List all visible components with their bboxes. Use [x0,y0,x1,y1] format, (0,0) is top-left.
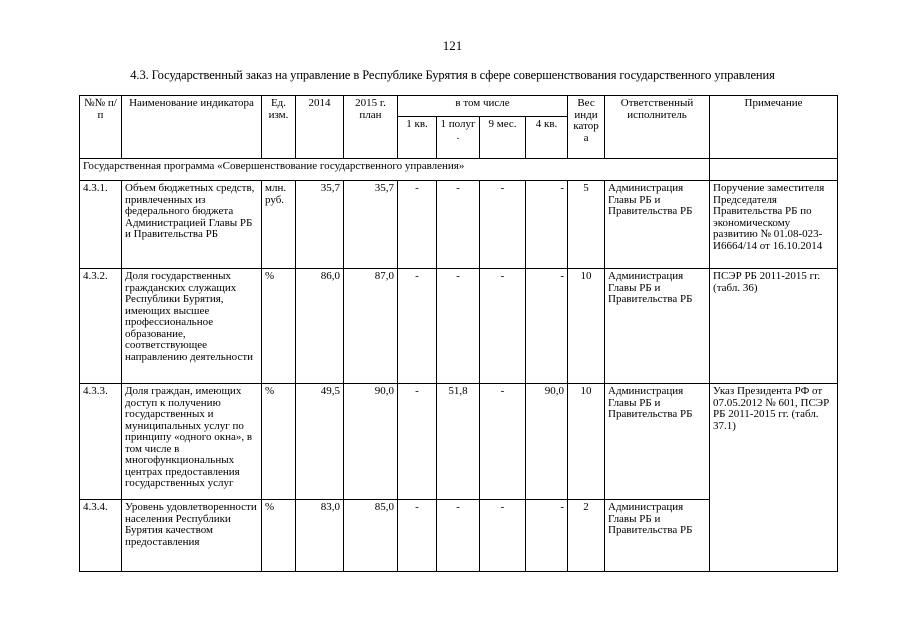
header-q4: 4 кв. [526,117,568,159]
row-q4: - [526,269,568,384]
row-indicator: Доля государственных гражданских служащих Республики Бурятия, имеющих высшее профессиональное образование, соответствующее направлению деятельности [122,269,262,384]
row-2014: 83,0 [296,500,344,572]
row-9-months: - [480,181,526,269]
row-weight: 5 [568,181,605,269]
row-unit: % [262,269,296,384]
row-half-year: - [437,181,480,269]
row-q1: - [398,384,437,500]
row-indicator: Объем бюджетных средств, привлеченных из федерального бюджета Администрацией Главы РБ и Правительства РБ [122,181,262,269]
row-note: Указ Президента РФ от 07.05.2012 № 601, ПСЭР РБ 2011-2015 гг. (табл. 37.1) [710,384,838,500]
row-q4: - [526,181,568,269]
row-q1: - [398,181,437,269]
indicator-table [79,95,838,572]
row-unit: % [262,384,296,500]
table-row [80,384,838,500]
header-9-months: 9 мес. [480,117,526,159]
row-2015: 35,7 [344,181,398,269]
header-name: Наименование индикатора [122,96,262,159]
row-weight: 10 [568,269,605,384]
row-9-months: - [480,269,526,384]
program-row [80,159,838,181]
table-row [80,181,838,269]
row-num: 4.3.4. [80,500,122,572]
row-unit: млн. руб. [262,181,296,269]
page-number: 121 [442,38,463,53]
row-2015: 90,0 [344,384,398,500]
header-2015-plan: 2015 г. план [344,96,398,159]
header-row-1 [80,96,838,117]
document-title: 4.3. Государственный заказ на управление в Республике Бурятия в сфере совершенствования государственного управления [130,68,775,82]
table-row [80,500,838,572]
program-title: Государственная программа «Совершенствование государственного управления» [80,159,710,181]
row-num: 4.3.3. [80,384,122,500]
row-note: Поручение заместителя Председателя Правительства РБ по экономическому развитию № 01.08-023-И6664/14 от 16.10.2014 [710,181,838,269]
row-half-year: - [437,269,480,384]
row-indicator: Доля граждан, имеющих доступ к получению государственных и муниципальных услуг по принципу «одного окна», в том числе в многофункциональных центрах предоставления государственных услуг [122,384,262,500]
row-2014: 49,5 [296,384,344,500]
row-9-months: - [480,500,526,572]
row-q1: - [398,269,437,384]
row-half-year: 51,8 [437,384,480,500]
row-weight: 2 [568,500,605,572]
row-q4: - [526,500,568,572]
row-q4: 90,0 [526,384,568,500]
header-weight: Вес инди катор а [568,96,605,159]
row-half-year: - [437,500,480,572]
row-unit: % [262,500,296,572]
header-half-year: 1 полуг . [437,117,480,159]
row-num: 4.3.1. [80,181,122,269]
header-num: №№ п/п [80,96,122,159]
program-note-cell [710,159,838,181]
row-2014: 86,0 [296,269,344,384]
row-2015: 85,0 [344,500,398,572]
header-unit: Ед. изм. [262,96,296,159]
row-2015: 87,0 [344,269,398,384]
header-responsible: Ответственный исполнитель [605,96,710,159]
row-note: ПСЭР РБ 2011-2015 гг. (табл. 36) [710,269,838,384]
row-num: 4.3.2. [80,269,122,384]
header-including: в том числе [398,96,568,117]
row-responsible: Администрация Главы РБ и Правительства РБ [605,500,710,572]
row-indicator: Уровень удовлетворенности населения Республики Бурятия качеством предоставления [122,500,262,572]
table-row [80,269,838,384]
row-9-months: - [480,384,526,500]
row-responsible: Администрация Главы РБ и Правительства РБ [605,181,710,269]
row-q1: - [398,500,437,572]
header-q1: 1 кв. [398,117,437,159]
row-note [710,500,838,572]
row-responsible: Администрация Главы РБ и Правительства РБ [605,269,710,384]
row-responsible: Администрация Главы РБ и Правительства РБ [605,384,710,500]
row-weight: 10 [568,384,605,500]
row-2014: 35,7 [296,181,344,269]
header-2014: 2014 [296,96,344,159]
header-note: Примечание [710,96,838,159]
